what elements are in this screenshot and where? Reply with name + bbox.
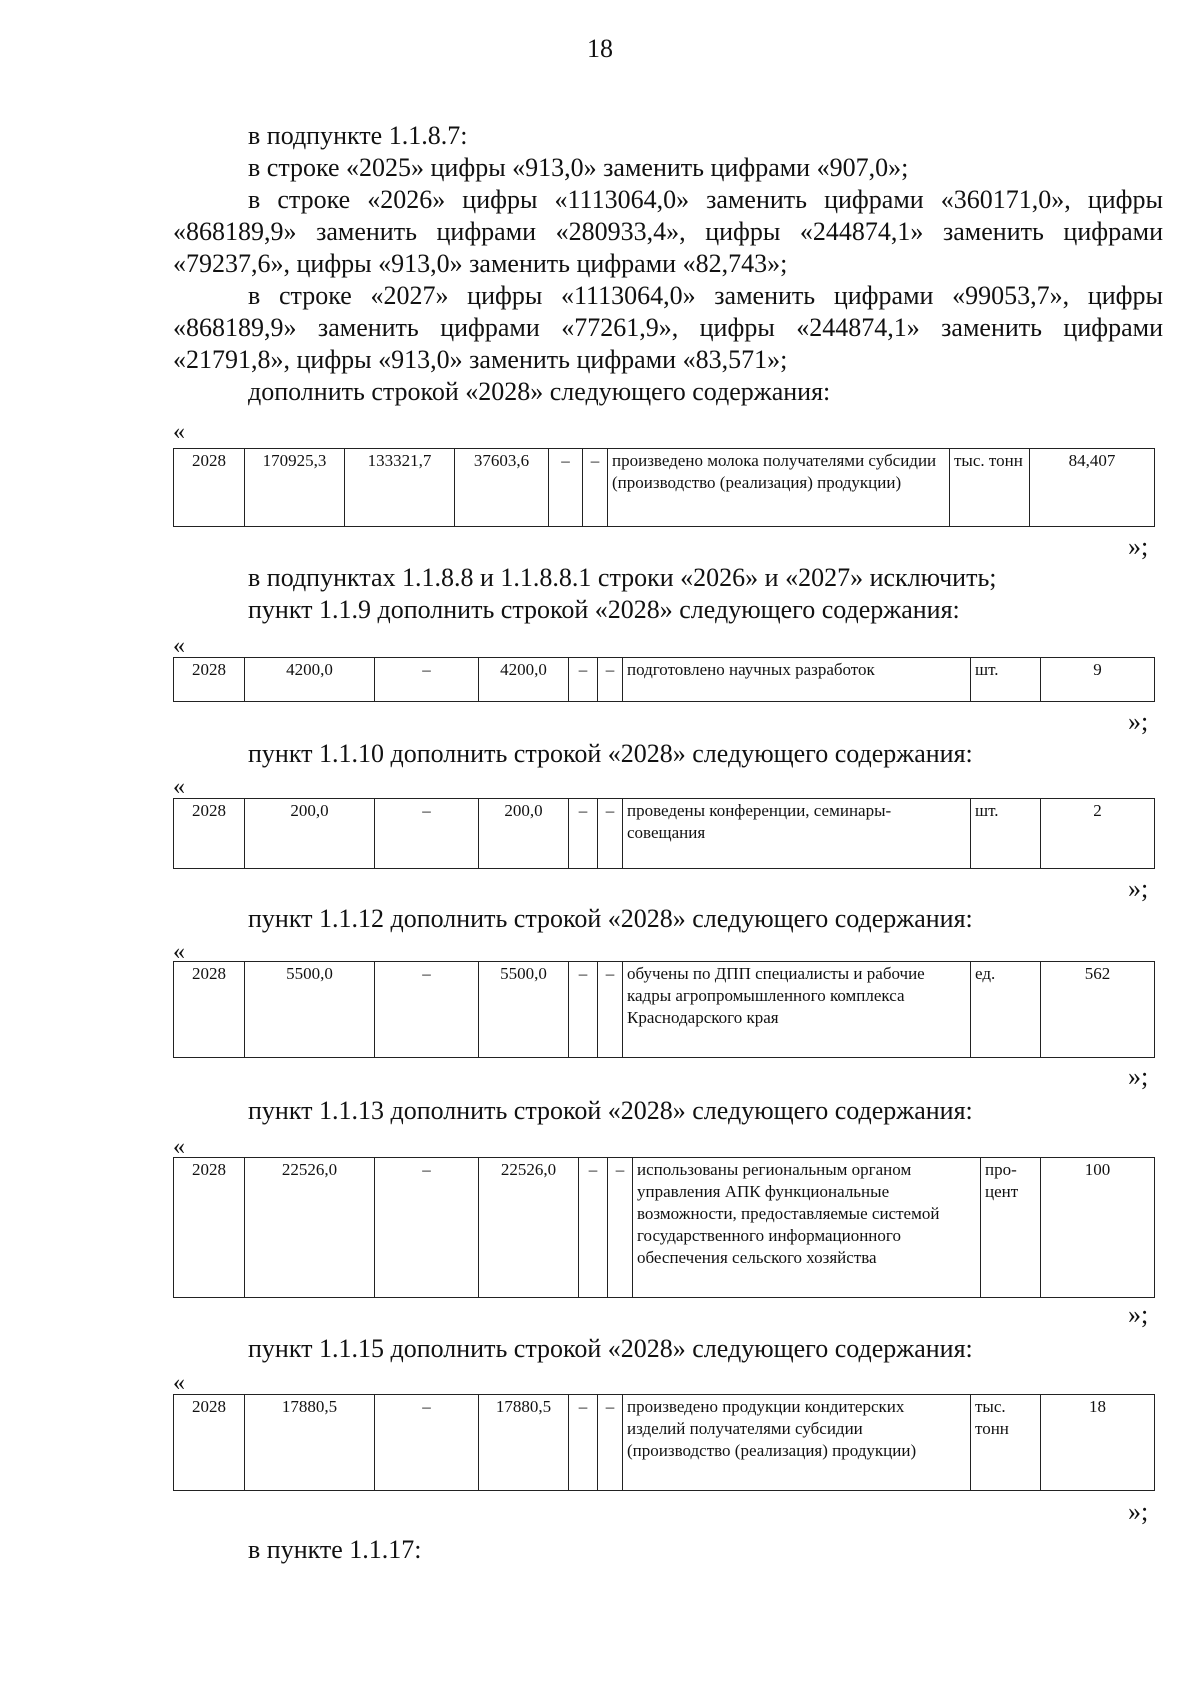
open-quote: « [173,1370,185,1396]
amount-cell: – [375,1395,479,1491]
amount-cell: – [598,1395,623,1491]
table-row [174,1158,1155,1298]
inserted-row-table [173,1394,1155,1491]
indicator-cell: использованы региональным органом управления АПК функциональные возможности, предоставляемые системой государственного информационного обеспечения сельского хозяйства [633,1158,981,1298]
paragraph: пункт 1.1.13 дополнить строкой «2028» следующего содержания: [248,1096,973,1125]
unit-cell: тыс. тонн [971,1395,1041,1491]
year-cell: 2028 [174,1158,245,1298]
amount-cell: 5500,0 [479,962,569,1058]
paragraph: пункт 1.1.10 дополнить строкой «2028» следующего содержания: [248,739,973,768]
amount-cell: – [598,799,623,869]
amount-cell: 17880,5 [245,1395,375,1491]
amount-cell: – [569,658,598,702]
unit-cell: шт. [971,799,1041,869]
unit-cell: тыс. тонн [950,449,1030,527]
close-quote: »; [1128,532,1149,561]
open-quote: « [173,939,185,965]
amount-cell: – [569,1395,598,1491]
year-cell: 2028 [174,449,245,527]
page-number: 18 [587,34,613,63]
amount-cell: – [608,1158,633,1298]
open-quote: « [173,774,185,800]
close-quote: »; [1128,874,1149,903]
table-row [174,962,1155,1058]
paragraph: в пункте 1.1.17: [248,1535,422,1564]
intro-paragraph: в строке «2026» цифры «1113064,0» заменить цифрами «360171,0», цифры «868189,9» заменить цифрами «280933,4», цифры «244874,1» заменить цифрами «79237,6», цифры «913,0» заменить цифрами «82,743»; [173,185,1163,278]
intro-paragraph: в строке «2027» цифры «1113064,0» заменить цифрами «99053,7», цифры «868189,9» заменить цифрами «77261,9», цифры «244874,1» заменить цифрами «21791,8», цифры «913,0» заменить цифрами «83,571»; [173,281,1163,374]
amount-cell: 200,0 [479,799,569,869]
table-row [174,449,1155,527]
amount-cell: – [549,449,583,527]
paragraph: пункт 1.1.12 дополнить строкой «2028» следующего содержания: [248,904,973,933]
year-cell: 2028 [174,962,245,1058]
amount-cell: 37603,6 [455,449,549,527]
indicator-cell: произведено продукции кондитерских изделий получателями субсидии (производство (реализация) продукции) [623,1395,971,1491]
close-quote: »; [1128,1300,1149,1329]
close-quote: »; [1128,707,1149,736]
table-row [174,1395,1155,1491]
inserted-row-table [173,961,1155,1058]
value-cell: 562 [1041,962,1155,1058]
amount-cell: 22526,0 [245,1158,375,1298]
year-cell: 2028 [174,1395,245,1491]
year-cell: 2028 [174,799,245,869]
amount-cell: 4200,0 [479,658,569,702]
value-cell: 84,407 [1030,449,1155,527]
unit-cell: ед. [971,962,1041,1058]
paragraph: пункт 1.1.15 дополнить строкой «2028» следующего содержания: [248,1334,973,1363]
intro-paragraph: в подпункте 1.1.8.7: [248,121,468,150]
amount-cell: 4200,0 [245,658,375,702]
amount-cell: 5500,0 [245,962,375,1058]
unit-cell: про-цент [981,1158,1041,1298]
amount-cell: – [375,1158,479,1298]
table-row [174,799,1155,869]
close-quote: »; [1128,1062,1149,1091]
inserted-row-table [173,1157,1155,1298]
amount-cell: 22526,0 [479,1158,579,1298]
value-cell: 100 [1041,1158,1155,1298]
amount-cell: 200,0 [245,799,375,869]
indicator-cell: подготовлено научных разработок [623,658,971,702]
amount-cell: – [569,799,598,869]
amount-cell: 133321,7 [345,449,455,527]
inserted-row-table [173,448,1155,527]
amount-cell: – [579,1158,608,1298]
open-quote: « [173,419,185,445]
value-cell: 2 [1041,799,1155,869]
indicator-cell: обучены по ДПП специалисты и рабочие кадры агропромышленного комплекса Краснодарского края [623,962,971,1058]
value-cell: 9 [1041,658,1155,702]
intro-paragraph: дополнить строкой «2028» следующего содержания: [248,377,831,406]
open-quote: « [173,1134,185,1160]
inserted-row-table [173,657,1155,702]
indicator-cell: проведены конференции, семинары-совещания [623,799,971,869]
paragraph: в подпунктах 1.1.8.8 и 1.1.8.8.1 строки «2026» и «2027» исключить; [248,563,997,592]
open-quote: « [173,633,185,659]
close-quote: »; [1128,1497,1149,1526]
inserted-row-table [173,798,1155,869]
unit-cell: шт. [971,658,1041,702]
amount-cell: – [375,962,479,1058]
amount-cell: – [375,658,479,702]
intro-paragraph: в строке «2025» цифры «913,0» заменить цифрами «907,0»; [248,153,909,182]
table-row [174,658,1155,702]
amount-cell: 170925,3 [245,449,345,527]
amount-cell: – [598,658,623,702]
indicator-cell: произведено молока получателями субсидии (производство (реализация) продукции) [608,449,950,527]
amount-cell: 17880,5 [479,1395,569,1491]
year-cell: 2028 [174,658,245,702]
amount-cell: – [569,962,598,1058]
amount-cell: – [375,799,479,869]
value-cell: 18 [1041,1395,1155,1491]
amount-cell: – [598,962,623,1058]
paragraph: пункт 1.1.9 дополнить строкой «2028» следующего содержания: [248,595,960,624]
amount-cell: – [583,449,608,527]
